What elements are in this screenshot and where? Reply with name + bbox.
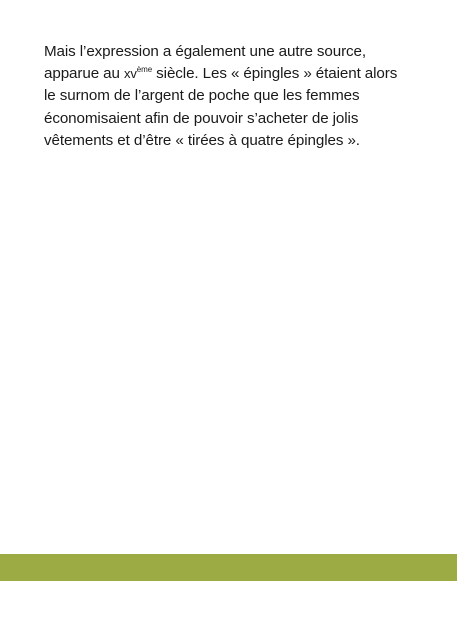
century-numeral: xv <box>123 66 137 82</box>
paragraph-line-5: vêtements et d’être « tirées à quatre épingles ». <box>44 131 360 149</box>
paragraph-line-3: le surnom de l’argent de poche que les femmes <box>44 87 360 105</box>
paragraph-line-2 <box>44 63 424 85</box>
paragraph-line-1: Mais l’expression a également une autre source, <box>44 43 367 60</box>
line-2-start: apparue au <box>44 65 124 83</box>
paragraph-line-4: économisaient afin de pouvoir s’acheter de jolis <box>44 109 359 127</box>
line-2-end: siècle. Les « épingles » étaient alors <box>152 65 398 83</box>
body-paragraph <box>44 41 424 152</box>
footer-color-band <box>0 554 457 581</box>
century-superscript: ème <box>136 65 153 75</box>
